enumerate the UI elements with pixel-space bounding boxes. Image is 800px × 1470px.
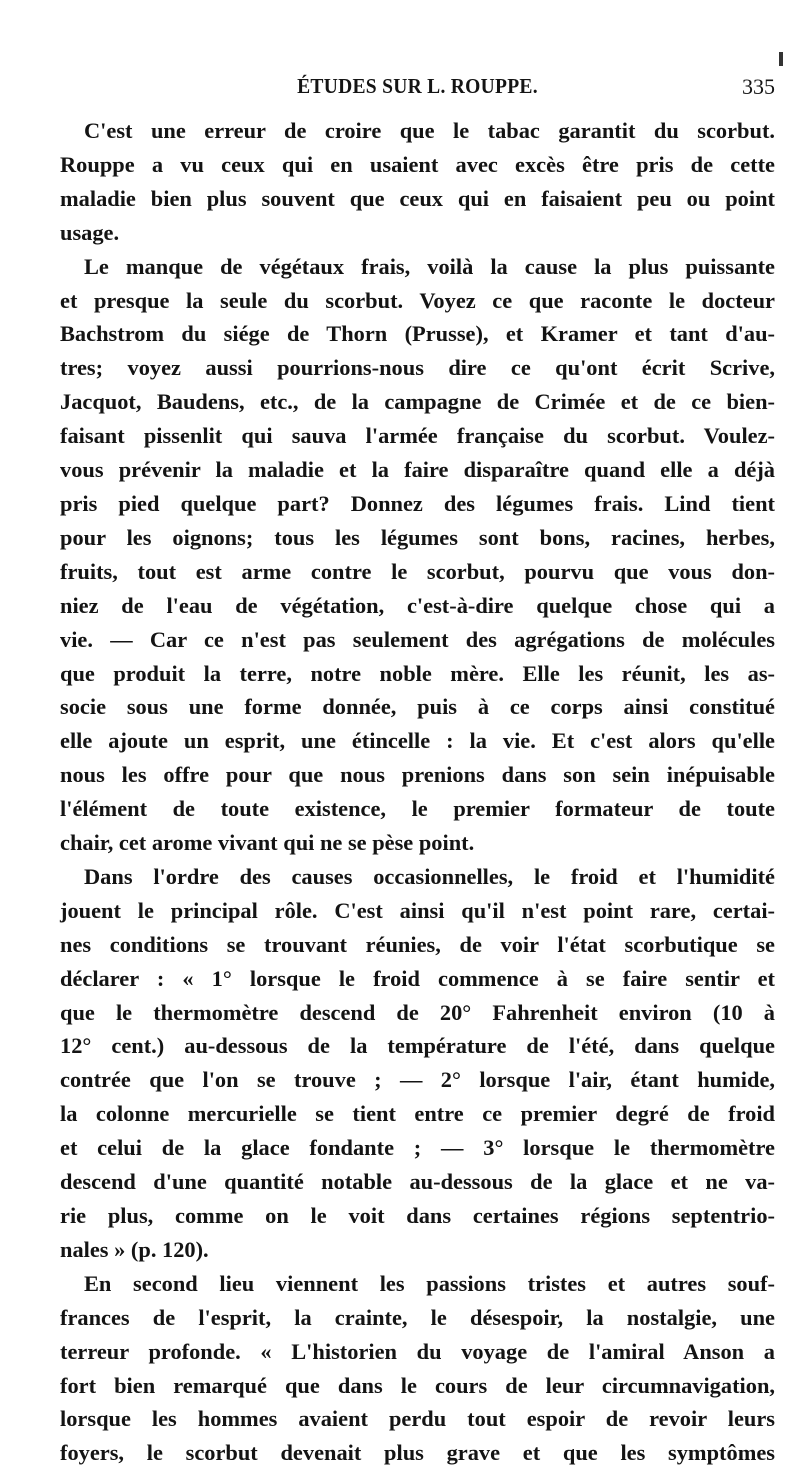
text-line: Jacquot, Baudens, etc., de la campagne de Crimée et de ce bien- xyxy=(60,389,775,415)
page-number: 335 xyxy=(742,74,775,99)
text-line: chair, cet arome vivant qui ne se pèse point. xyxy=(60,830,475,856)
text-line: Dans l'ordre des causes occasionnelles, le froid et l'humidité xyxy=(84,863,775,889)
margin-mark xyxy=(779,52,783,66)
text-line: lorsque les hommes avaient perdu tout espoir de revoir leurs xyxy=(60,1406,775,1432)
text-line: socie sous une forme donnée, puis à ce corps ainsi constitué xyxy=(60,694,775,720)
text-line: vous prévenir la maladie et la faire disparaître quand elle a déjà xyxy=(60,457,775,483)
paragraph-1 xyxy=(60,114,775,250)
text-line: rie plus, comme on le voit dans certaines régions septentrio- xyxy=(60,1203,775,1228)
text-line: fruits, tout est arme contre le scorbut, pourvu que vous don- xyxy=(60,558,775,584)
text-line: descend d'une quantité notable au-dessous de la glace et ne va- xyxy=(60,1169,775,1195)
text-line: vie. — Car ce n'est pas seulement des agrégations de molécules xyxy=(60,626,775,652)
text-line: Bachstrom du siége de Thorn (Prusse), et Kramer et tant d'au- xyxy=(60,321,775,347)
text-line: que le thermomètre descend de 20° Fahrenheit environ (10 à xyxy=(60,999,775,1025)
text-line: fort bien remarqué que dans le cours de leur circumnavigation, xyxy=(60,1372,775,1398)
text-line: l'élément de toute existence, le premier formateur de toute xyxy=(60,796,775,822)
text-line: faisant pissenlit qui sauva l'armée française du scorbut. Voulez- xyxy=(60,423,775,449)
text-line: terreur profonde. « L'historien du voyage de l'amiral Anson a xyxy=(60,1338,775,1364)
text-line: pris pied quelque part? Donnez des légumes frais. Lind tient xyxy=(60,490,775,516)
text-line: En second lieu viennent les passions tristes et autres souf- xyxy=(84,1270,775,1296)
running-header xyxy=(60,74,775,104)
text-line: niez de l'eau de végétation, c'est-à-dire quelque chose qui a xyxy=(60,592,775,618)
text-line: usage. xyxy=(60,219,120,245)
text-line: et presque la seule du scorbut. Voyez ce que raconte le docteur xyxy=(60,287,775,313)
text-line: maladie bien plus souvent que ceux qui en faisaient peu ou point xyxy=(60,185,775,211)
text-line: Rouppe a vu ceux qui en usaient avec excès être pris de cette xyxy=(60,151,775,177)
text-line: foyers, le scorbut devenait plus grave et que les symptômes xyxy=(60,1440,775,1466)
text-line: nales » (p. 120). xyxy=(60,1236,209,1262)
text-line: contrée que l'on se trouve ; — 2° lorsque l'air, étant humide, xyxy=(60,1067,775,1093)
body-text xyxy=(60,114,775,1470)
text-line: pour les oignons; tous les légumes sont bons, racines, herbes, xyxy=(60,524,775,550)
text-line: déclarer : « 1° lorsque le froid commence à se faire sentir et xyxy=(60,965,775,991)
text-line: C'est une erreur de croire que le tabac garantit du scorbut. xyxy=(84,118,775,143)
text-line: jouent le principal rôle. C'est ainsi qu'il n'est point rare, certai- xyxy=(60,897,775,923)
text-line: nes conditions se trouvant réunies, de voir l'état scorbutique se xyxy=(60,931,775,957)
text-line: Le manque de végétaux frais, voilà la cause la plus puissante xyxy=(84,253,775,279)
text-line: tres; voyez aussi pourrions-nous dire ce qu'ont écrit Scrive, xyxy=(60,355,775,381)
paragraph-2 xyxy=(60,250,775,860)
paragraph-4 xyxy=(60,1267,775,1470)
text-line: elle ajoute un esprit, une étincelle : la vie. Et c'est alors qu'elle xyxy=(60,728,775,754)
text-line: que produit la terre, notre noble mère. Elle les réunit, les as- xyxy=(60,660,775,686)
paragraph-3 xyxy=(60,860,775,1267)
text-line: 12° cent.) au-dessous de la température de l'été, dans quelque xyxy=(60,1033,775,1059)
text-line: et celui de la glace fondante ; — 3° lorsque le thermomètre xyxy=(60,1135,775,1161)
text-line: nous les offre pour que nous prenions dans son sein inépuisable xyxy=(60,762,775,788)
running-title: ÉTUDES SUR L. ROUPPE. xyxy=(297,74,538,98)
text-line: la colonne mercurielle se tient entre ce premier degré de froid xyxy=(60,1101,775,1127)
text-line: frances de l'esprit, la crainte, le désespoir, la nostalgie, une xyxy=(60,1304,775,1330)
